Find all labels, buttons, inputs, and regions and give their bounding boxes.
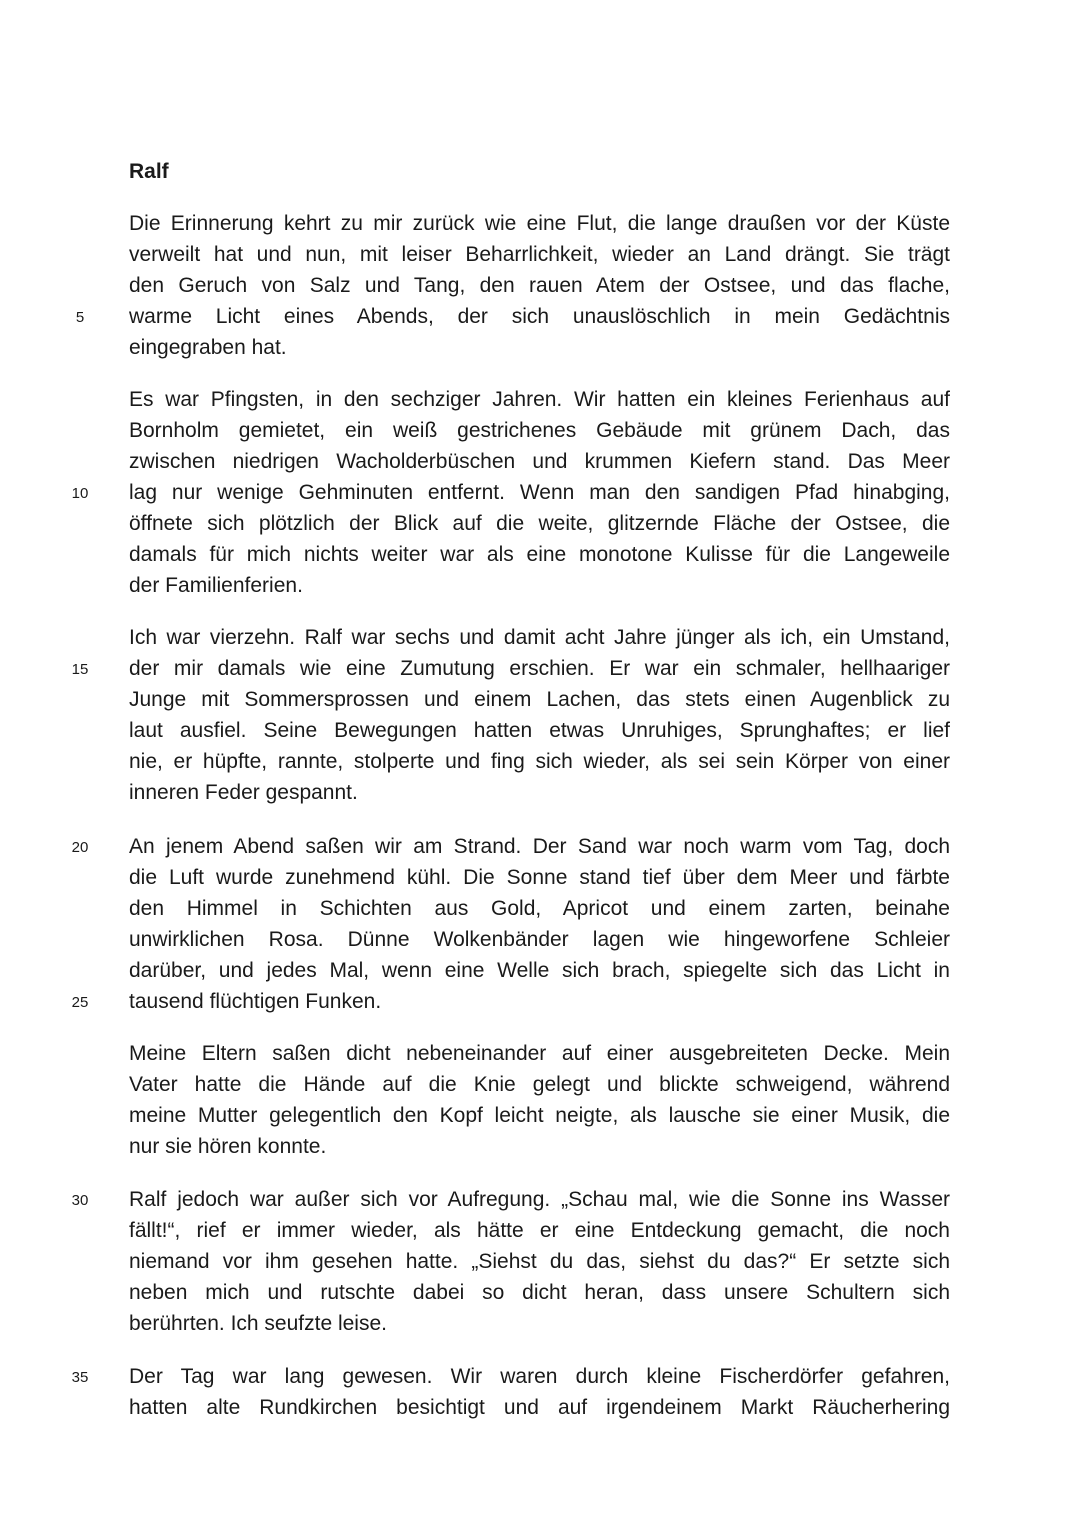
text-line: berührten. Ich seufzte leise. (129, 1312, 387, 1335)
line-number: 10 (71, 485, 89, 502)
text-line: lag nur wenige Gehminuten entfernt. Wenn man den sandigen Pfad hinabging, (129, 481, 950, 504)
line-number: 25 (71, 994, 89, 1011)
line-number: 30 (71, 1192, 89, 1209)
text-line: eingegraben hat. (129, 336, 287, 359)
text-line: Ich war vierzehn. Ralf war sechs und damit acht Jahre jünger als ich, ein Umstand, (129, 626, 950, 649)
text-line: An jenem Abend saßen wir am Strand. Der Sand war noch warm vom Tag, doch (129, 835, 950, 858)
text-line: den Himmel in Schichten aus Gold, Apricot und einem zarten, beinahe (129, 897, 950, 920)
text-line: darüber, und jedes Mal, wenn eine Welle sich brach, spiegelte sich das Licht in (129, 959, 950, 982)
text-line: fällt!“, rief er immer wieder, als hätte er eine Entdeckung gemacht, die noch (129, 1219, 950, 1242)
text-line: nie, er hüpfte, rannte, stolperte und fing sich wieder, als sei sein Körper von einer (129, 750, 950, 773)
text-line: Der Tag war lang gewesen. Wir waren durch kleine Fischerdörfer gefahren, (129, 1365, 950, 1388)
story-title: Ralf (129, 160, 169, 183)
text-line: hatten alte Rundkirchen besichtigt und auf irgendeinem Markt Räucherhering (129, 1396, 950, 1419)
text-line: der mir damals wie eine Zumutung erschien. Er war ein schmaler, hellhaariger (129, 657, 950, 680)
line-number: 20 (71, 839, 89, 856)
text-line: Die Erinnerung kehrt zu mir zurück wie eine Flut, die lange draußen vor der Küste (129, 212, 950, 235)
text-line: inneren Feder gespannt. (129, 781, 358, 804)
text-line: unwirklichen Rosa. Dünne Wolkenbänder lagen wie hingeworfene Schleier (129, 928, 950, 951)
text-line: meine Mutter gelegentlich den Kopf leicht neigte, als lausche sie einer Musik, die (129, 1104, 950, 1127)
text-line: damals für mich nichts weiter war als eine monotone Kulisse für die Langeweile (129, 543, 950, 566)
text-line: Ralf jedoch war außer sich vor Aufregung. „Schau mal, wie die Sonne ins Wasser (129, 1188, 950, 1211)
text-line: Bornholm gemietet, ein weiß gestrichenes Gebäude mit grünem Dach, das (129, 419, 950, 442)
text-line: verweilt hat und nun, mit leiser Beharrlichkeit, wieder an Land drängt. Sie trägt (129, 243, 950, 266)
text-line: zwischen niedrigen Wacholderbüschen und krummen Kiefern stand. Das Meer (129, 450, 950, 473)
line-number: 5 (75, 309, 85, 326)
text-line: laut ausfiel. Seine Bewegungen hatten etwas Unruhiges, Sprunghaftes; er lief (129, 719, 950, 742)
text-line: niemand vor ihm gesehen hatte. „Siehst du das, siehst du das?“ Er setzte sich (129, 1250, 950, 1273)
line-number: 35 (71, 1369, 89, 1386)
text-line: neben mich und rutschte dabei so dicht heran, dass unsere Schultern sich (129, 1281, 950, 1304)
text-line: der Familienferien. (129, 574, 303, 597)
text-line: die Luft wurde zunehmend kühl. Die Sonne stand tief über dem Meer und färbte (129, 866, 950, 889)
text-line: tausend flüchtigen Funken. (129, 990, 382, 1013)
text-line: Meine Eltern saßen dicht nebeneinander auf einer ausgebreiteten Decke. Mein (129, 1042, 950, 1065)
text-line: nur sie hören konnte. (129, 1135, 327, 1158)
text-line: Es war Pfingsten, in den sechziger Jahren. Wir hatten ein kleines Ferienhaus auf (129, 388, 950, 411)
text-line: öffnete sich plötzlich der Blick auf die weite, glitzernde Fläche der Ostsee, die (129, 512, 950, 535)
text-line: Junge mit Sommersprossen und einem Lachen, das stets einen Augenblick zu (129, 688, 950, 711)
text-line: warme Licht eines Abends, der sich unauslöschlich in mein Gedächtnis (129, 305, 950, 328)
text-line: den Geruch von Salz und Tang, den rauen Atem der Ostsee, und das flache, (129, 274, 950, 297)
text-line: Vater hatte die Hände auf die Knie gelegt und blickte schweigend, während (129, 1073, 950, 1096)
line-number: 15 (71, 661, 89, 678)
